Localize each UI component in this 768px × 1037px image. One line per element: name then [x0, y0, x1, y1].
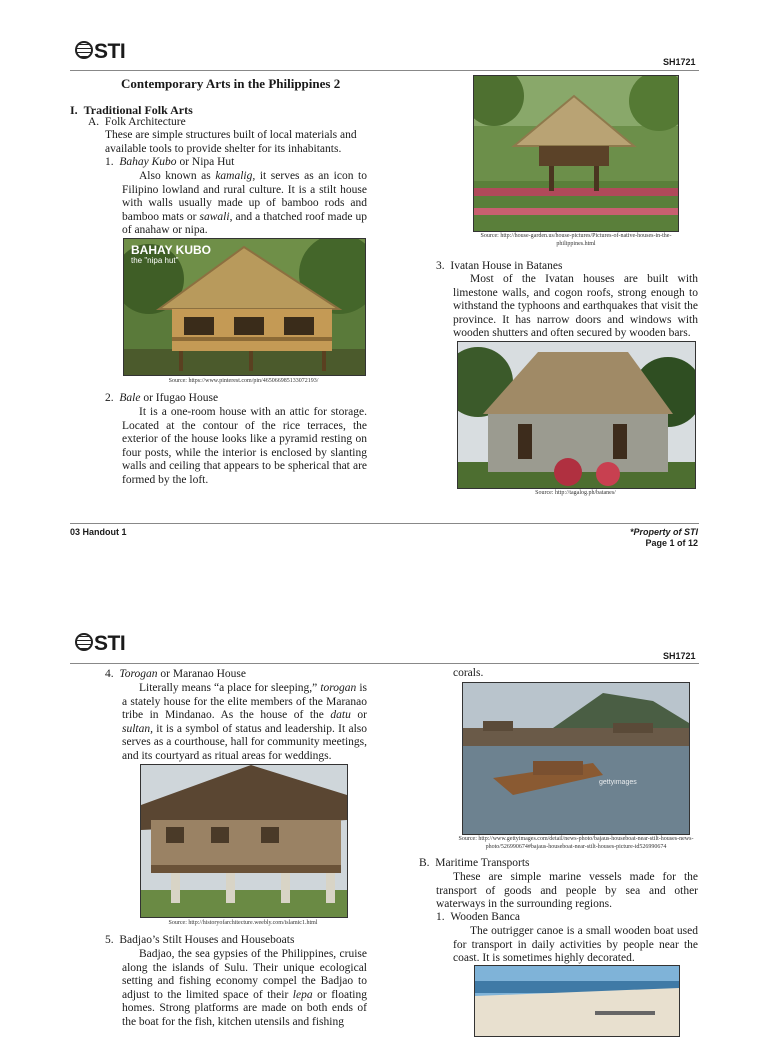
footer-page-number: Page 1 of 12 [645, 538, 698, 548]
image4-caption: Source: http://historyofarchitecture.weebly.com/islamic1.html [168, 920, 318, 926]
image3-caption: Source: http://tagalog.ph/batanes/ [535, 490, 616, 496]
footer-property: *Property of STI [629, 527, 698, 537]
item5-body: Badjao, the sea gypsies of the Philippines, cruise along the islands of Sulu. Their unique ecological setting and fishing economy compel the Badjao to adjust to the limited space of their lepa or floating homes. Strong platforms are made on both ends of the boat for the fish, kitchen utensils and fishing [122, 948, 367, 1028]
header-rule [70, 70, 699, 71]
image5-caption: Source: http://www.gettyimages.com/detail/news-photo/bajaus-houseboat-near-stilt-houses-news-photo/526990674#bajaus-houseboat-near-stilt-houses-picture-id526990674 [458, 836, 694, 850]
globe-icon [75, 41, 93, 59]
badjao-houseboat-image [462, 682, 690, 835]
subsection-heading: A. Folk Architecture [88, 116, 186, 128]
intro-paragraph: These are simple structures built of local materials and available tools to provide shelter for its inhabitants. [105, 129, 357, 155]
image2-caption: Source: http://house-garden.us/house-pictures/Pictures-of-native-houses-in-the-philippines.html [480, 233, 672, 247]
item1-body: Also known as kamalig, it serves as an icon to Filipino lowland and rural culture. It is a stilt house with walls usually made up of bamboo rods and bamboo mats or sawali, and a thatched roof made up of anahaw or nipa. [122, 170, 367, 237]
image1-caption: Source: https://www.pinterest.com/pin/465066985133072193/ [168, 378, 319, 384]
item4-body: Literally means “a place for sleeping,” torogan is a stately house for the elite members of the Maranao tribe in Mindanao. As the house of the datu or sultan, it is a symbol of status and leadership. It also serves as a courthouse, hall for community meetings, and its courtyard as ritual areas for weddings. [122, 682, 368, 762]
footer-handout: 03 Handout 1 [70, 527, 127, 537]
section-heading: I. Traditional Folk Arts [70, 103, 193, 117]
header-rule-page2 [70, 663, 699, 664]
sti-logo: STI [75, 40, 125, 64]
sti-logo-page2: STI [75, 632, 125, 656]
item3-heading: 3. Ivatan House in Batanes [436, 260, 563, 272]
image-overlay-subtitle: the "nipa hut" [131, 256, 179, 265]
item2-body: It is a one-room house with an attic for storage. Located at the contour of the rice terraces, the exterior of the house looks like a pyramid resting on four posts, while the interior is enclosed by slanting walls and ceiling that appears to be spherical that are formed by the loft. [122, 406, 367, 486]
wooden-banca-body: The outrigger canoe is a small wooden boat used for transport in daily activities by people near the coast. It is sometimes highly decorated. [453, 925, 698, 965]
ifugao-house-image [473, 75, 679, 232]
maritime-body: These are simple marine vessels made for the transport of goods and people by sea and other waterways in the surrounding regions. [436, 871, 698, 911]
document-code-page2: SH1721 [663, 651, 696, 661]
torogan-house-image [140, 764, 348, 918]
image-overlay-title: BAHAY KUBO [131, 243, 212, 257]
getty-watermark: gettyimages [599, 779, 637, 786]
footer-rule [70, 523, 699, 524]
page-title: Contemporary Arts in the Philippines 2 [121, 76, 341, 91]
globe-icon [75, 633, 93, 651]
document-code: SH1721 [663, 57, 696, 67]
wooden-banca-heading: 1. Wooden Banca [436, 911, 521, 923]
ivatan-house-image [457, 341, 696, 489]
item4-heading: 4. Torogan or Maranao House [105, 668, 246, 680]
item1-heading: 1. Bahay Kubo or Nipa Hut [105, 156, 235, 168]
wooden-banca-image [474, 965, 680, 1037]
item5-heading: 5. Badjao’s Stilt Houses and Houseboats [105, 934, 295, 946]
maritime-heading: B. Maritime Transports [419, 857, 530, 869]
corals-text: corals. [453, 667, 484, 679]
item3-body: Most of the Ivatan houses are built with limestone walls, and cogon roofs, strong enough to withstand the typhoons and earthquakes that visit the province. It has narrow doors and windows with wooden shutters and often secured by wooden bars. [453, 273, 698, 340]
bahay-kubo-image [123, 238, 366, 376]
item2-heading: 2. Bale or Ifugao House [105, 392, 219, 404]
